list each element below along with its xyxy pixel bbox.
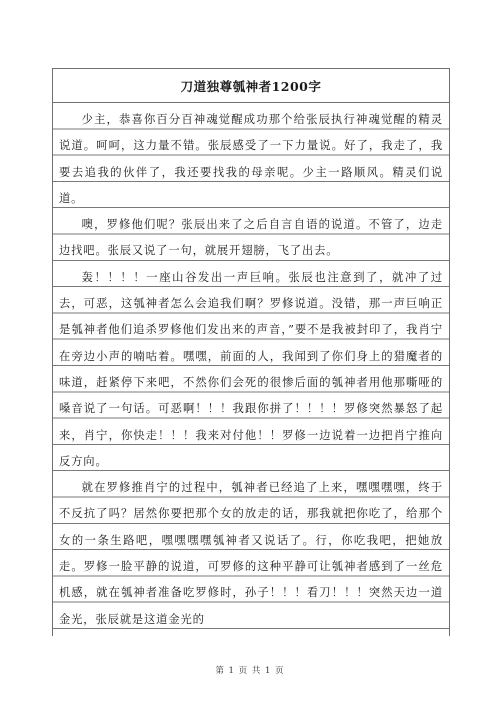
essay-sheet xyxy=(52,68,450,636)
paragraph-4: 就在罗修推肖宁的过程中，瓠神者已经追了上来，嘿嘿嘿嘿，终于不反抗了吗？居然你要把那个女的放走的话，那我就把你吃了，给那个女的一条生路吧，嘿嘿嘿嘿瓠神者又说话了。行，你吃我吧，把她放走。罗修一脸平静的说道，可罗修的这种平静可让瓠神者感到了一丝危机感，就在瓠神者准备吃罗修时，孙子！！！看刀！！！突然天边一道金光，张辰就是这道金光的 xyxy=(59,481,443,626)
paragraph-3: 轰！！！！一座山谷发出一声巨响。张辰也注意到了，就冲了过去，可恶，这瓠神者怎么会追我们啊？罗修说道。没错，那一声巨响正是瓠神者他们追杀罗修他们发出来的声音，”要不是我被封印了，我肖宁在旁边小声的喃咕着。嘿嘿，前面的人，我闻到了你们身上的猎魔者的味道，赶紧停下来吧，不然你们会死的很惨后面的瓠神者用他那嘶哑的嗓音说了一句话。可恶啊！！！我跟你拼了！！！！罗修突然暴怒了起来，肖宁，你快走！！！我来对付他！！罗修一边说着一边把肖宁推向反方向。 xyxy=(59,270,443,468)
ruled-body xyxy=(53,103,449,636)
page-footer: 第 1 页 共 1 页 xyxy=(215,666,285,676)
document-title: 刀道独尊瓠神者1200字 xyxy=(180,78,322,94)
paragraph-2: 噢，罗修他们呢？张辰出来了之后自言自语的说道。不管了，边走边找吧。张辰又说了一句，就展开翅膀，飞了出去。 xyxy=(59,218,443,258)
essay-text xyxy=(59,103,443,633)
paragraph-1: 少主，恭喜你百分百神魂觉醒成功那个给张辰执行神魂觉醒的精灵说道。呵呵，这力量不错。张辰感受了一下力量说。好了，我走了，我要去追我的伙伴了，我还要找我的母亲呢。少主一路顺风。精灵们说道。 xyxy=(59,113,443,205)
title-row xyxy=(53,69,449,103)
